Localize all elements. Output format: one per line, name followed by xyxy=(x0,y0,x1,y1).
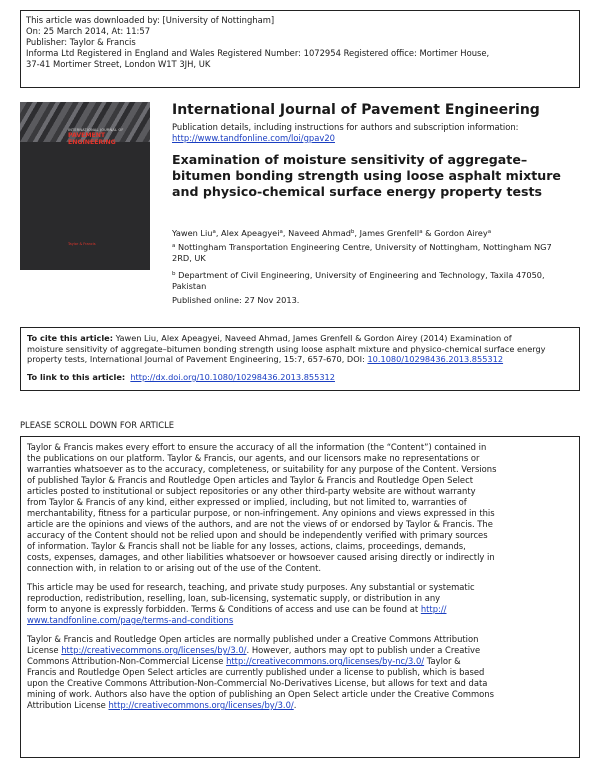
disclaimer-line: warranties whatsoever as to the accuracy, completeness, or suitability for any purpose of the Content. Versions xyxy=(27,464,497,474)
license-line xyxy=(27,656,461,667)
terms-link[interactable]: www.tandfonline.com/page/terms-and-conditions xyxy=(27,615,234,625)
author-name: Naveed Ahmad xyxy=(288,228,351,238)
cc-by-link-2[interactable]: http://creativecommons.org/licenses/by/3.0/ xyxy=(108,700,294,710)
cc-by-link[interactable]: http://creativecommons.org/licenses/by/3.0/ xyxy=(61,645,247,655)
affil-text: Pakistan xyxy=(172,280,207,291)
terms-line: reproduction, redistribution, reselling, loan, sub-licensing, systematic supply, or distribution in any xyxy=(27,593,441,603)
license-text: License xyxy=(27,645,62,655)
article-title: Examination of moisture sensitivity of aggregate–bitumen bonding strength using loose asphalt mixture and physico-chemical surface energy property tests xyxy=(172,152,561,199)
disclaimer-line: of published Taylor & Francis and Routledge Open articles and Taylor & Francis and Routledge Open Select xyxy=(27,475,473,485)
disclaimer-line: of information. Taylor & Francis shall not be liable for any losses, actions, claims, proceedings, demands, xyxy=(27,541,466,551)
author-list: Yawen Liu$^a$, Alex Apeagyei$^a$, Naveed Ahmad$^b$, James Grenfell$^a$ & Gordon Airey$^a$ xyxy=(172,228,492,238)
terms-line xyxy=(27,615,233,626)
article-doi-link[interactable]: http://dx.doi.org/10.1080/10298436.2013.855312 xyxy=(130,372,335,382)
publisher-line: Publisher: Taylor & Francis xyxy=(26,37,136,47)
disclaimer-line: accuracy of the Content should not be relied upon and should be independently verified with primary sources xyxy=(27,530,488,540)
address-line: 37-41 Mortimer Street, London W1T 3JH, UK xyxy=(26,59,211,69)
affil-mark: b xyxy=(172,271,176,277)
affil-text: Nottingham Transportation Engineering Centre, University of Nottingham, Nottingham NG7 xyxy=(177,242,552,252)
published-online: Published online: 27 Nov 2013. xyxy=(172,295,300,305)
author-affil-mark: b xyxy=(350,229,355,235)
affil-mark: a xyxy=(172,243,176,249)
cover-title-line: PAVEMENT xyxy=(68,132,106,139)
cover-title xyxy=(68,132,116,146)
citation-line xyxy=(27,354,503,365)
license-text: Taylor & xyxy=(424,656,461,666)
affil-text: Department of Civil Engineering, University of Engineering and Technology, Taxila 47050, xyxy=(178,270,545,280)
author-affil-mark: a xyxy=(279,229,283,235)
author-name: Alex Apeagyei xyxy=(221,228,280,238)
terms-line xyxy=(27,604,446,615)
disclaimer-line: from Taylor & Francis of any kind, either expressed or implied, including, but not limited to, warranties of xyxy=(27,497,467,507)
license-text: Commons Attribution-Non-Commercial License xyxy=(27,656,227,666)
cover-title-line: ENGINEERING xyxy=(68,139,116,146)
cover-small-heading: INTERNATIONAL JOURNAL OF xyxy=(68,128,124,132)
terms-link[interactable]: http:// xyxy=(420,604,447,614)
license-line: Francis and Routledge Open Select articles are currently published under a license to publish, which is based xyxy=(27,667,485,677)
citation-line: moisture sensitivity of aggregate–bitumen bonding strength using loose asphalt mixture and physico-chemical surface energy xyxy=(27,343,546,354)
download-line: This article was downloaded by: [University of Nottingham] xyxy=(26,15,275,25)
author-name: Yawen Liu xyxy=(172,228,213,238)
journal-url-link[interactable]: http://www.tandfonline.com/loi/gpav20 xyxy=(172,133,335,143)
license-line xyxy=(27,700,296,711)
author-name: Gordon Airey xyxy=(434,228,488,238)
cite-label: To cite this article: xyxy=(27,333,113,343)
citation-box xyxy=(20,327,580,391)
license-line xyxy=(27,645,480,656)
download-date: On: 25 March 2014, At: 11:57 xyxy=(26,26,151,36)
doi-link[interactable]: 10.1080/10298436.2013.855312 xyxy=(367,354,504,364)
affiliation-a xyxy=(172,242,592,263)
scroll-notice: PLEASE SCROLL DOWN FOR ARTICLE xyxy=(20,420,175,430)
license-line: upon the Creative Commons Attribution-Non-Commercial No-Derivatives License, but allows for text and data xyxy=(27,678,488,688)
link-label: To link to this article: xyxy=(27,372,126,382)
citation-text: property tests, International Journal of Pavement Engineering, 15:7, 657-670, DOI: xyxy=(27,354,368,364)
license-line: mining of work. Authors also have the option of publishing an Open Select article under the Creative Commons xyxy=(27,689,494,699)
link-line xyxy=(27,372,335,383)
cover-publisher: Taylor & Francis xyxy=(68,242,96,246)
citation-text: Yawen Liu, Alex Apeagyei, Naveed Ahmad, James Grenfell & Gordon Airey (2014) Examination of xyxy=(113,333,512,343)
affiliation-b xyxy=(172,270,592,291)
disclaimer-line: the publications on our platform. Taylor & Francis, our agents, and our licensors make no representations or xyxy=(27,453,480,463)
journal-cover-image xyxy=(20,102,150,270)
author-affil-mark: a xyxy=(212,229,216,235)
disclaimer-line: Taylor & Francis makes every effort to ensure the accuracy of all the information (the “Content”) contained in xyxy=(27,442,487,452)
affil-text: 2RD, UK xyxy=(172,252,206,263)
cc-by-nc-link[interactable]: http://creativecommons.org/licenses/by-nc/3.0/ xyxy=(226,656,425,666)
disclaimer-box xyxy=(20,436,580,758)
disclaimer-line: connection with, in relation to or arising out of the use of the Content. xyxy=(27,563,322,573)
disclaimer-line: costs, expenses, damages, and other liabilities whatsoever or howsoever caused arising directly or indirectly in xyxy=(27,552,495,562)
author-affil-mark: a xyxy=(487,229,492,235)
author-name: James Grenfell xyxy=(359,228,420,238)
terms-text: form to anyone is expressly forbidden. Terms & Conditions of access and use can be found at xyxy=(27,604,421,614)
license-text: . xyxy=(293,700,297,710)
disclaimer-line: article are the opinions and views of the authors, and are not the views of or endorsed by Taylor & Francis. The xyxy=(27,519,493,529)
license-line: Taylor & Francis and Routledge Open articles are normally published under a Creative Commons Attribution xyxy=(27,634,479,644)
disclaimer-line: articles posted to institutional or subject repositories or any other third-party website are without warranty xyxy=(27,486,476,496)
license-text: Attribution License xyxy=(27,700,109,710)
publication-details: Publication details, including instructions for authors and subscription information: xyxy=(172,122,519,132)
download-info-box xyxy=(20,10,580,88)
journal-title: International Journal of Pavement Engineering xyxy=(172,102,540,118)
license-text: . However, authors may opt to publish under a Creative xyxy=(246,645,481,655)
author-affil-mark: a xyxy=(419,229,423,235)
terms-line: This article may be used for research, teaching, and private study purposes. Any substantial or systematic xyxy=(27,582,475,592)
citation-line xyxy=(27,333,512,344)
disclaimer-line: merchantability, fitness for a particular purpose, or non-infringement. Any opinions and views expressed in this xyxy=(27,508,495,518)
registered-line: Informa Ltd Registered in England and Wales Registered Number: 1072954 Registered office: Mortimer House, xyxy=(26,48,490,58)
